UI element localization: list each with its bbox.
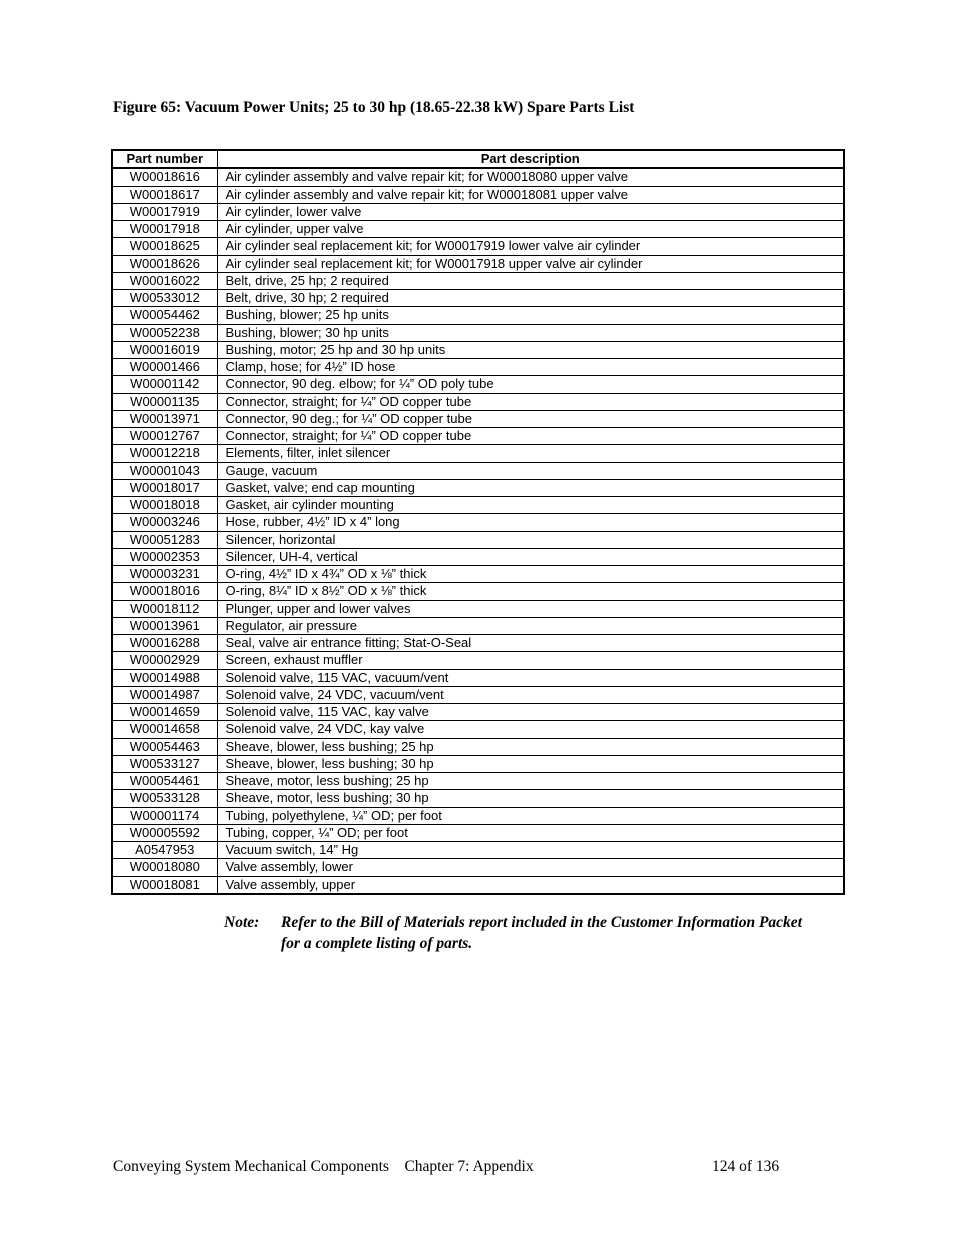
part-number-cell: W00016022 [112,272,217,289]
table-row [112,341,844,358]
table-row [112,807,844,824]
part-description-cell: Elements, filter, inlet silencer [217,445,844,462]
part-number-cell: W00533012 [112,290,217,307]
table-row [112,721,844,738]
part-description-cell: Seal, valve air entrance fitting; Stat-O-Seal [217,635,844,652]
table-row [112,203,844,220]
table-row [112,376,844,393]
table-header-row [112,150,844,168]
part-number-cell: W00002353 [112,548,217,565]
part-description-cell: Bushing, motor; 25 hp and 30 hp units [217,341,844,358]
table-row [112,686,844,703]
part-number-cell: W00016019 [112,341,217,358]
part-description-cell: Hose, rubber, 4½” ID x 4” long [217,514,844,531]
header-part-number: Part number [112,150,217,168]
part-description-cell: Air cylinder, lower valve [217,203,844,220]
table-row [112,876,844,894]
table-row [112,479,844,496]
part-description-cell: Solenoid valve, 24 VDC, vacuum/vent [217,686,844,703]
table-row [112,445,844,462]
table-row [112,773,844,790]
part-description-cell: Sheave, blower, less bushing; 30 hp [217,755,844,772]
part-description-cell: O-ring, 8¼” ID x 8½” OD x ⅛” thick [217,583,844,600]
part-description-cell: Valve assembly, lower [217,859,844,876]
part-number-cell: W00001142 [112,376,217,393]
part-description-cell: Bushing, blower; 30 hp units [217,324,844,341]
table-row [112,238,844,255]
part-number-cell: W00018018 [112,497,217,514]
table-row [112,255,844,272]
spare-parts-table [111,149,845,895]
note-text: Refer to the Bill of Materials report included in the Customer Information Packet for a complete listing of parts. [281,914,802,952]
part-description-cell: Connector, straight; for ¼” OD copper tube [217,428,844,445]
table-row [112,548,844,565]
part-number-cell: W00012767 [112,428,217,445]
part-description-cell: Sheave, motor, less bushing; 25 hp [217,773,844,790]
part-description-cell: Sheave, blower, less bushing; 25 hp [217,738,844,755]
table-row [112,790,844,807]
part-number-cell: W00001135 [112,393,217,410]
note-label: Note: [224,914,260,931]
part-description-cell: Silencer, horizontal [217,531,844,548]
part-description-cell: Regulator, air pressure [217,617,844,634]
header-part-description: Part description [217,150,844,168]
table-row [112,824,844,841]
part-number-cell: W00016288 [112,635,217,652]
table-row [112,221,844,238]
part-number-cell: W00052238 [112,324,217,341]
table-row [112,669,844,686]
part-number-cell: W00018017 [112,479,217,496]
table-row [112,635,844,652]
table-row [112,186,844,203]
part-description-cell: Gasket, air cylinder mounting [217,497,844,514]
table-row [112,617,844,634]
part-number-cell: A0547953 [112,842,217,859]
part-number-cell: W00001043 [112,462,217,479]
part-description-cell: Valve assembly, upper [217,876,844,894]
part-number-cell: W00013961 [112,617,217,634]
part-description-cell: Screen, exhaust muffler [217,652,844,669]
part-number-cell: W00018616 [112,168,217,186]
part-description-cell: Solenoid valve, 115 VAC, kay valve [217,704,844,721]
table-row [112,842,844,859]
table-row [112,497,844,514]
table-row [112,755,844,772]
table-row [112,600,844,617]
part-number-cell: W00014987 [112,686,217,703]
table-row [112,290,844,307]
part-number-cell: W00018081 [112,876,217,894]
table-row [112,307,844,324]
part-description-cell: Bushing, blower; 25 hp units [217,307,844,324]
footer-page-number: 124 of 136 [712,1158,780,1175]
part-number-cell: W00017918 [112,221,217,238]
table-row [112,462,844,479]
table-row [112,704,844,721]
part-number-cell: W00054463 [112,738,217,755]
part-number-cell: W00017919 [112,203,217,220]
part-number-cell: W00014659 [112,704,217,721]
part-number-cell: W00003246 [112,514,217,531]
part-description-cell: Tubing, polyethylene, ¼” OD; per foot [217,807,844,824]
part-description-cell: Vacuum switch, 14” Hg [217,842,844,859]
part-number-cell: W00018016 [112,583,217,600]
part-number-cell: W00005592 [112,824,217,841]
part-description-cell: Clamp, hose; for 4½” ID hose [217,359,844,376]
part-number-cell: W00018080 [112,859,217,876]
part-description-cell: Solenoid valve, 24 VDC, kay valve [217,721,844,738]
part-number-cell: W00054461 [112,773,217,790]
part-description-cell: Air cylinder assembly and valve repair kit; for W00018081 upper valve [217,186,844,203]
part-number-cell: W00018626 [112,255,217,272]
table-row [112,652,844,669]
part-number-cell: W00012218 [112,445,217,462]
table-row [112,168,844,186]
part-description-cell: Tubing, copper, ¼” OD; per foot [217,824,844,841]
part-description-cell: O-ring, 4½” ID x 4¾” OD x ⅛” thick [217,566,844,583]
part-description-cell: Air cylinder seal replacement kit; for W00017919 lower valve air cylinder [217,238,844,255]
part-number-cell: W00014658 [112,721,217,738]
footer-document-title: Conveying System Mechanical Components Chapter 7: Appendix [113,1158,534,1175]
part-number-cell: W00533127 [112,755,217,772]
part-number-cell: W00001466 [112,359,217,376]
part-description-cell: Belt, drive, 30 hp; 2 required [217,290,844,307]
part-description-cell: Solenoid valve, 115 VAC, vacuum/vent [217,669,844,686]
table-row [112,272,844,289]
table-row [112,324,844,341]
part-number-cell: W00001174 [112,807,217,824]
part-number-cell: W00533128 [112,790,217,807]
part-number-cell: W00002929 [112,652,217,669]
table-row [112,859,844,876]
table-row [112,583,844,600]
part-description-cell: Air cylinder assembly and valve repair kit; for W00018080 upper valve [217,168,844,186]
figure-title: Figure 65: Vacuum Power Units; 25 to 30 hp (18.65-22.38 kW) Spare Parts List [113,99,635,116]
table-row [112,531,844,548]
table-row [112,738,844,755]
part-description-cell: Air cylinder, upper valve [217,221,844,238]
part-description-cell: Air cylinder seal replacement kit; for W00017918 upper valve air cylinder [217,255,844,272]
part-description-cell: Connector, straight; for ¼” OD copper tube [217,393,844,410]
part-number-cell: W00003231 [112,566,217,583]
part-description-cell: Gasket, valve; end cap mounting [217,479,844,496]
part-description-cell: Connector, 90 deg.; for ¼” OD copper tube [217,410,844,427]
part-description-cell: Sheave, motor, less bushing; 30 hp [217,790,844,807]
part-number-cell: W00013971 [112,410,217,427]
table-row [112,359,844,376]
table-row [112,514,844,531]
table-row [112,566,844,583]
part-number-cell: W00014988 [112,669,217,686]
part-number-cell: W00018112 [112,600,217,617]
table-row [112,410,844,427]
part-description-cell: Plunger, upper and lower valves [217,600,844,617]
table-row [112,393,844,410]
part-number-cell: W00054462 [112,307,217,324]
part-description-cell: Silencer, UH-4, vertical [217,548,844,565]
part-number-cell: W00051283 [112,531,217,548]
table-body [112,168,844,894]
part-number-cell: W00018617 [112,186,217,203]
part-number-cell: W00018625 [112,238,217,255]
table-row [112,428,844,445]
part-description-cell: Connector, 90 deg. elbow; for ¼” OD poly tube [217,376,844,393]
part-description-cell: Belt, drive, 25 hp; 2 required [217,272,844,289]
part-description-cell: Gauge, vacuum [217,462,844,479]
